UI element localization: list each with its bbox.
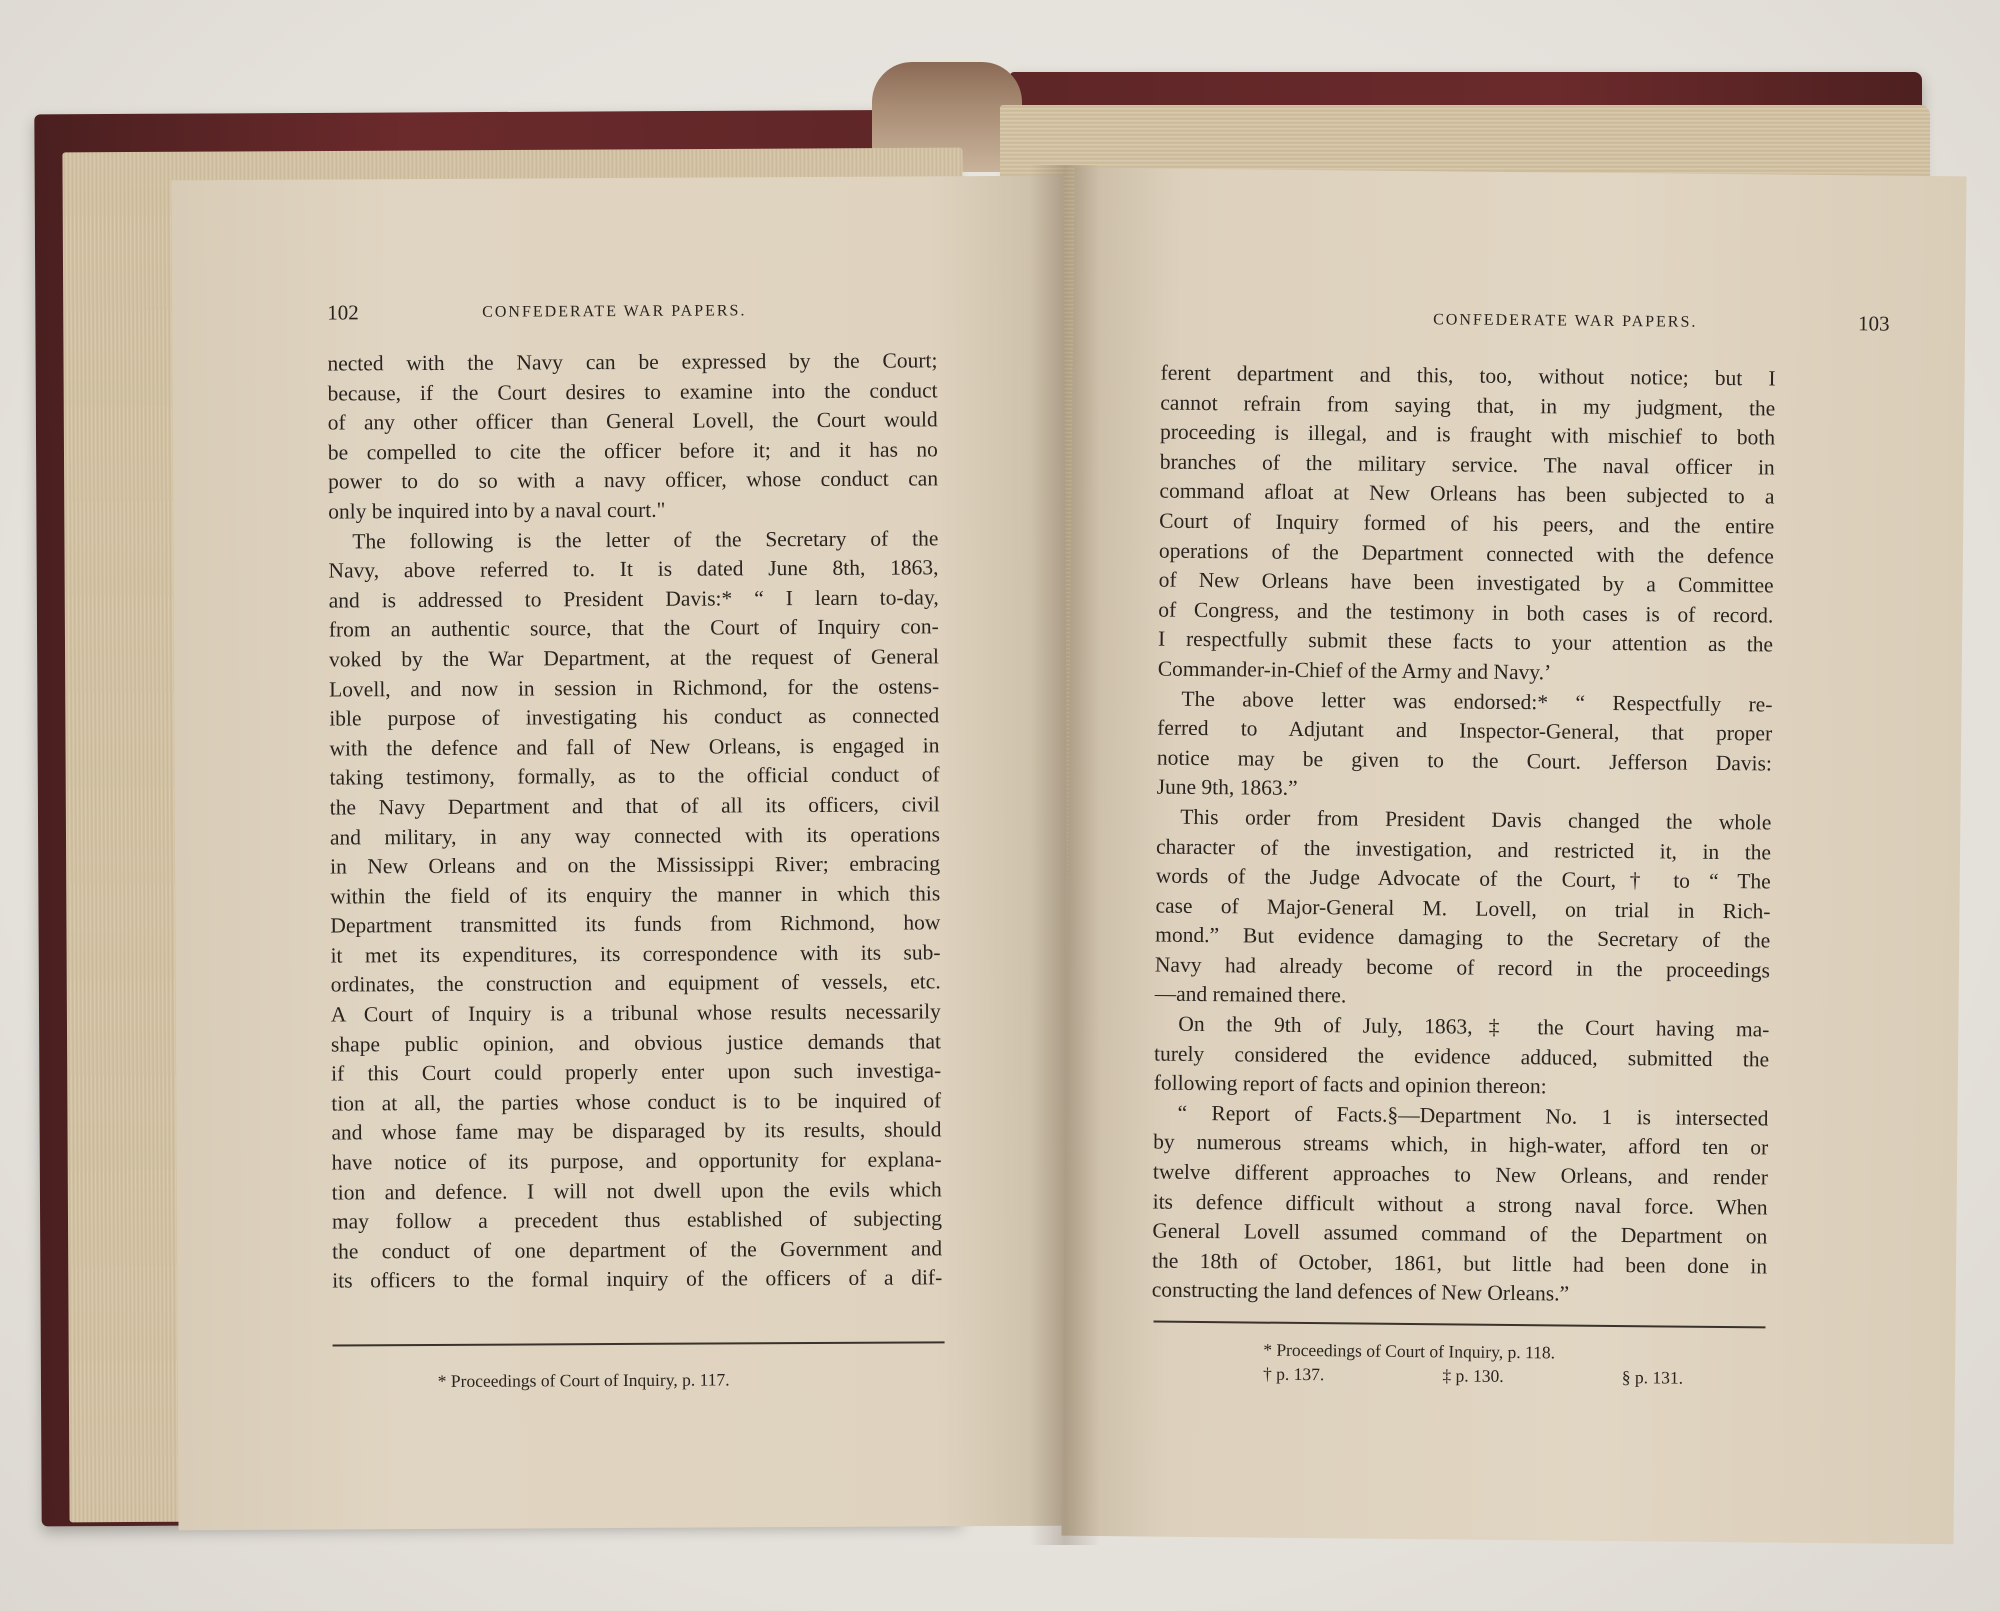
right-running-head-title: CONFEDERATE WAR PAPERS. (1433, 311, 1698, 331)
text-line: within the field of its enquiry the manner in which this (330, 881, 941, 909)
left-body-text (327, 346, 942, 1296)
text-line: words of the Judge Advocate of the Court,† to “ The (1155, 863, 1771, 894)
text-line: “ Report of Facts.§—Department No. 1 is intersected (1177, 1100, 1769, 1131)
text-line: Department transmitted its funds from Richmond, how (330, 910, 941, 938)
left-page (171, 176, 1070, 1531)
text-line: tion and defence. I will not dwell upon the evils which (331, 1176, 942, 1205)
text-line: ferred to Adjutant and Inspector-General, that proper (1157, 715, 1773, 746)
text-line: branches of the military service. The naval officer in (1159, 449, 1775, 480)
text-line: be compelled to cite the officer before it; and it has no (327, 437, 938, 465)
left-footnote-rule (333, 1341, 945, 1346)
text-line: ible purpose of investigating his conduct as connected (329, 703, 940, 731)
text-line: of Congress, and the testimony in both cases is of record. (1158, 597, 1774, 628)
text-line: tion at all, the parties whose conduct is to be inquired of (331, 1088, 942, 1116)
text-line: command afloat at New Orleans has been subjected to a (1159, 478, 1775, 509)
text-line: June 9th, 1863.” (1156, 774, 1298, 801)
text-line: A Court of Inquiry is a tribunal whose results necessarily (330, 999, 941, 1027)
text-line: ferent department and this, too, without notice; but I (1160, 360, 1776, 391)
text-line: the Navy Department and that of all its officers, civil (329, 792, 940, 820)
left-page-number: 102 (327, 300, 359, 325)
footnote-ref-double-dagger: ‡ p. 130. (1442, 1365, 1504, 1386)
text-line: voked by the War Department, at the request of General (328, 644, 940, 672)
text-line: twelve different approaches to New Orleans, and render (1152, 1159, 1769, 1190)
text-line: The above letter was endorsed:* “ Respectfully re- (1181, 686, 1773, 717)
text-line: Navy, above referred to. It is dated June 8th, 1863, (328, 555, 939, 583)
footnote-ref-section: § p. 131. (1621, 1367, 1684, 1388)
text-line: Lovell, and now in session in Richmond, for the ostens- (329, 673, 940, 702)
text-line: power to do so with a navy officer, whose conduct can (327, 466, 939, 494)
left-footnote: * Proceedings of Court of Inquiry, p. 117. (437, 1369, 730, 1391)
text-line: and whose fame may be disparaged by its results, should (331, 1117, 942, 1145)
text-line: Commander-in-Chief of the Army and Navy.’ (1157, 656, 1552, 685)
text-line: of New Orleans have been investigated by a Committee (1158, 567, 1774, 598)
text-line: cannot refrain from saying that, in my judgment, the (1160, 390, 1776, 421)
text-line: by numerous streams which, in high-water, afford ten or (1153, 1129, 1769, 1160)
text-line: and military, in any way connected with its operations (329, 821, 940, 850)
text-line: nected with the Navy can be expressed by the Court; (327, 348, 938, 376)
left-running-header (327, 300, 1047, 325)
text-line: it met its expenditures, its correspondence with its sub- (330, 940, 941, 968)
text-line: proceeding is illegal, and is fraught with mischief to both (1159, 419, 1776, 450)
right-body-text (1152, 359, 1776, 1312)
right-footnote-refs (1263, 1362, 1683, 1390)
text-line: because, if the Court desires to examine into the conduct (327, 377, 938, 406)
text-line: operations of the Department connected with the defence (1158, 538, 1775, 569)
right-page-number: 103 (1858, 311, 1890, 336)
footnote-ref-dagger: † p. 137. (1262, 1363, 1325, 1385)
text-line: mond.” But evidence damaging to the Secretary of the (1155, 922, 1771, 953)
text-line: if this Court could properly enter upon such investiga- (331, 1058, 942, 1086)
text-line: Court of Inquiry formed of his peers, and the entire (1159, 508, 1775, 539)
text-line: shape public opinion, and obvious justice demands that (330, 1028, 942, 1057)
text-line: General Lovell assumed command of the Department on (1152, 1218, 1768, 1249)
text-line: character of the investigation, and restricted it, in the (1155, 834, 1772, 864)
right-footnote-rule (1154, 1321, 1766, 1328)
text-line: its defence difficult without a strong naval force. When (1152, 1189, 1768, 1220)
text-line: —and remained there. (1154, 982, 1347, 1008)
text-line: may follow a precedent thus established of subjecting (331, 1206, 942, 1234)
text-line: following report of facts and opinion thereon: (1153, 1070, 1547, 1099)
right-page (1061, 168, 1966, 1544)
text-line: the 18th of October, 1861, but little had been done in (1151, 1248, 1768, 1279)
text-line: only be inquired into by a naval court." (328, 497, 666, 524)
text-line: from an authentic source, that the Court of Inquiry con- (328, 614, 939, 642)
text-line: ordinates, the construction and equipment of vessels, etc. (330, 969, 941, 997)
text-line: On the 9th of July, 1863,‡ the Court having ma- (1178, 1011, 1770, 1042)
text-line: and is addressed to President Davis:* “ I learn to-day, (328, 585, 939, 613)
right-running-header (1163, 309, 1890, 336)
text-line: the conduct of one department of the Government and (332, 1236, 943, 1264)
left-running-head-title: CONFEDERATE WAR PAPERS. (482, 302, 747, 321)
text-line: I respectfully submit these facts to your attention as the (1157, 626, 1774, 657)
text-line: of any other officer than General Lovell, the Court would (327, 407, 938, 435)
book-gutter-shadow (1030, 165, 1100, 1545)
text-line: its officers to the formal inquiry of the officers of a dif- (332, 1265, 943, 1293)
text-line: turely considered the evidence adduced, submitted the (1153, 1041, 1770, 1072)
text-line: in New Orleans and on the Mississippi River; embracing (330, 851, 941, 879)
text-line: notice may be given to the Court. Jefferson Davis: (1156, 745, 1773, 776)
text-line: taking testimony, formally, as to the official conduct of (329, 762, 940, 790)
text-line: constructing the land defences of New Orleans.” (1151, 1277, 1570, 1306)
text-line: This order from President Davis changed the whole (1180, 804, 1772, 835)
text-line: The following is the letter of the Secretary of the (352, 525, 939, 553)
right-footnote-main: * Proceedings of Court of Inquiry, p. 118. (1263, 1339, 1556, 1363)
text-line: with the defence and fall of New Orleans, is engaged in (329, 733, 940, 761)
text-line: Navy had already become of record in the proceedings (1154, 952, 1771, 983)
text-line: case of Major-General M. Lovell, on trial in Rich- (1155, 893, 1771, 924)
text-line: have notice of its purpose, and opportunity for explana- (331, 1147, 942, 1175)
